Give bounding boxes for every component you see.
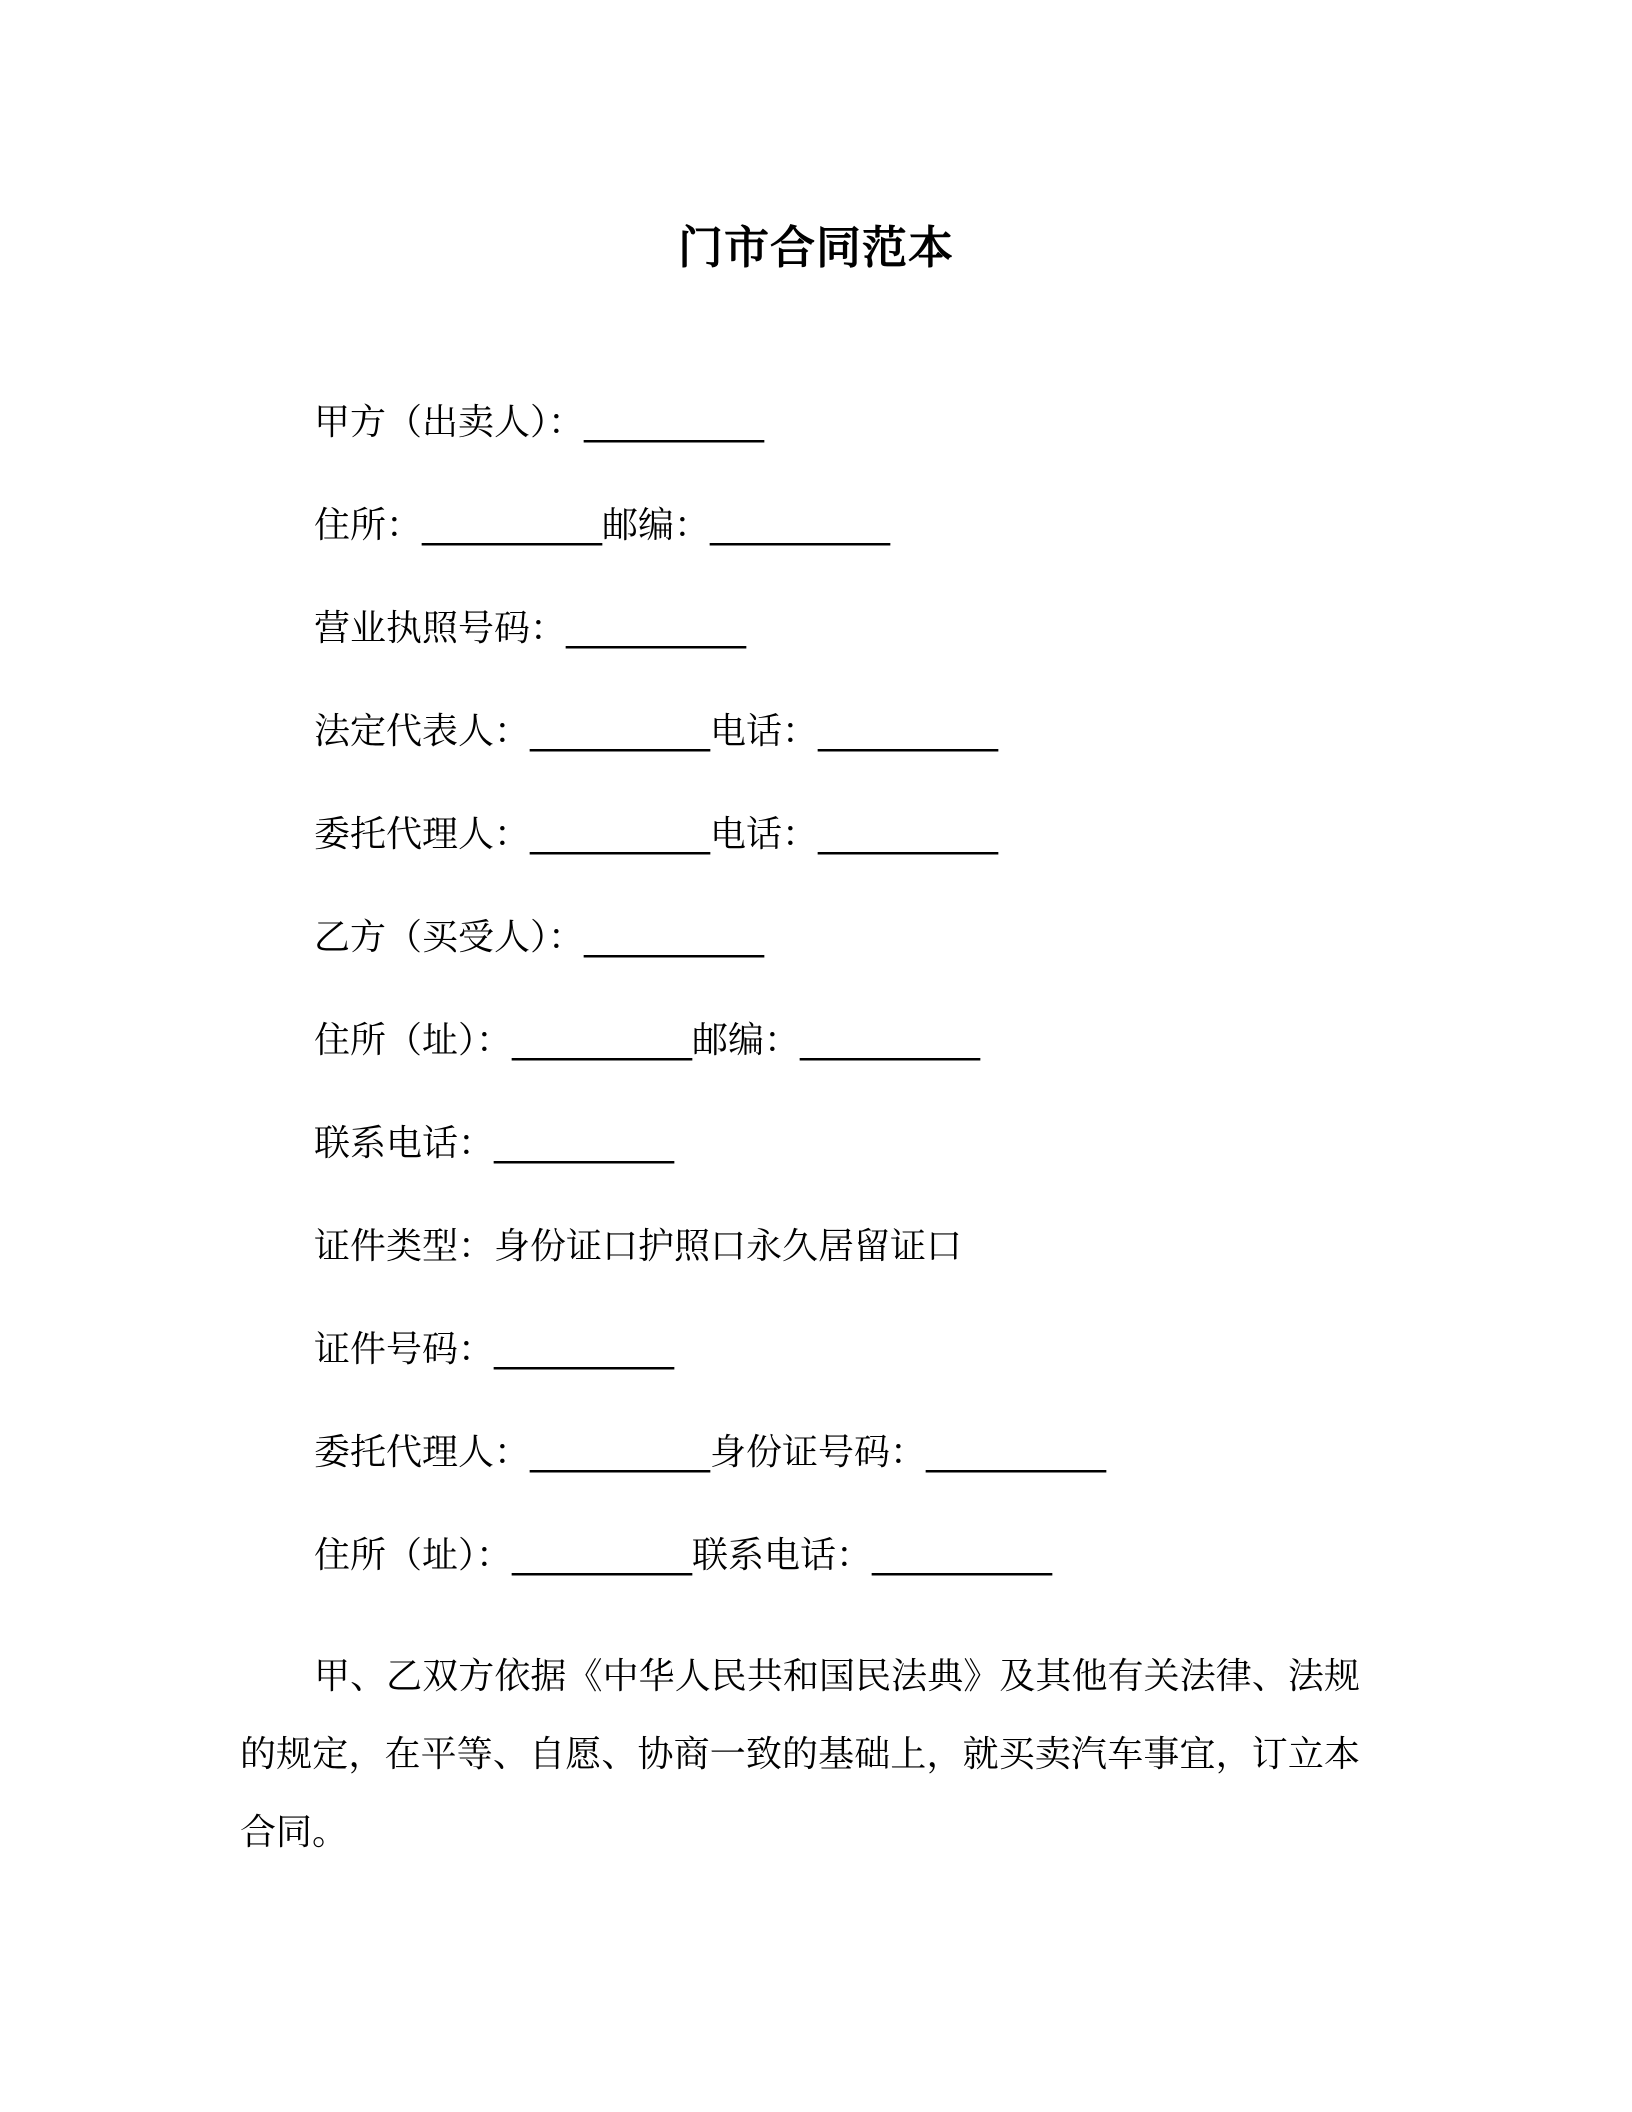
document-title: 门市合同范本 xyxy=(677,221,954,274)
contract-preamble-paragraph: 甲、乙双方依据《中华人民共和国民法典》及其他有关法律、法规的规定，在平等、自愿、协商一致的基础上，就买卖汽车事宜，订立本合同。 xyxy=(240,1656,1360,1853)
legal-representative-phone-line: 法定代表人：__________电话：__________ xyxy=(314,711,999,752)
contact-phone-line: 联系电话：__________ xyxy=(314,1123,675,1164)
party-b-buyer-line: 乙方（买受人）：__________ xyxy=(314,917,765,958)
party-b-address-postcode-line: 住所（址）：__________邮编：__________ xyxy=(314,1020,981,1061)
party-a-address-postcode-line: 住所：__________邮编：__________ xyxy=(314,505,891,546)
business-license-number-line: 营业执照号码：__________ xyxy=(314,608,747,649)
party-a-agent-phone-line: 委托代理人：__________电话：__________ xyxy=(314,814,999,855)
id-type-line: 证件类型：身份证口护照口永久居留证口 xyxy=(314,1226,963,1267)
id-number-line: 证件号码：__________ xyxy=(314,1329,675,1370)
party-b-agent-id-line: 委托代理人：__________身份证号码：__________ xyxy=(314,1432,1107,1473)
party-b-agent-address-phone-line: 住所（址）：__________联系电话：__________ xyxy=(314,1535,1053,1576)
party-a-seller-line: 甲方（出卖人）：__________ xyxy=(314,402,765,443)
